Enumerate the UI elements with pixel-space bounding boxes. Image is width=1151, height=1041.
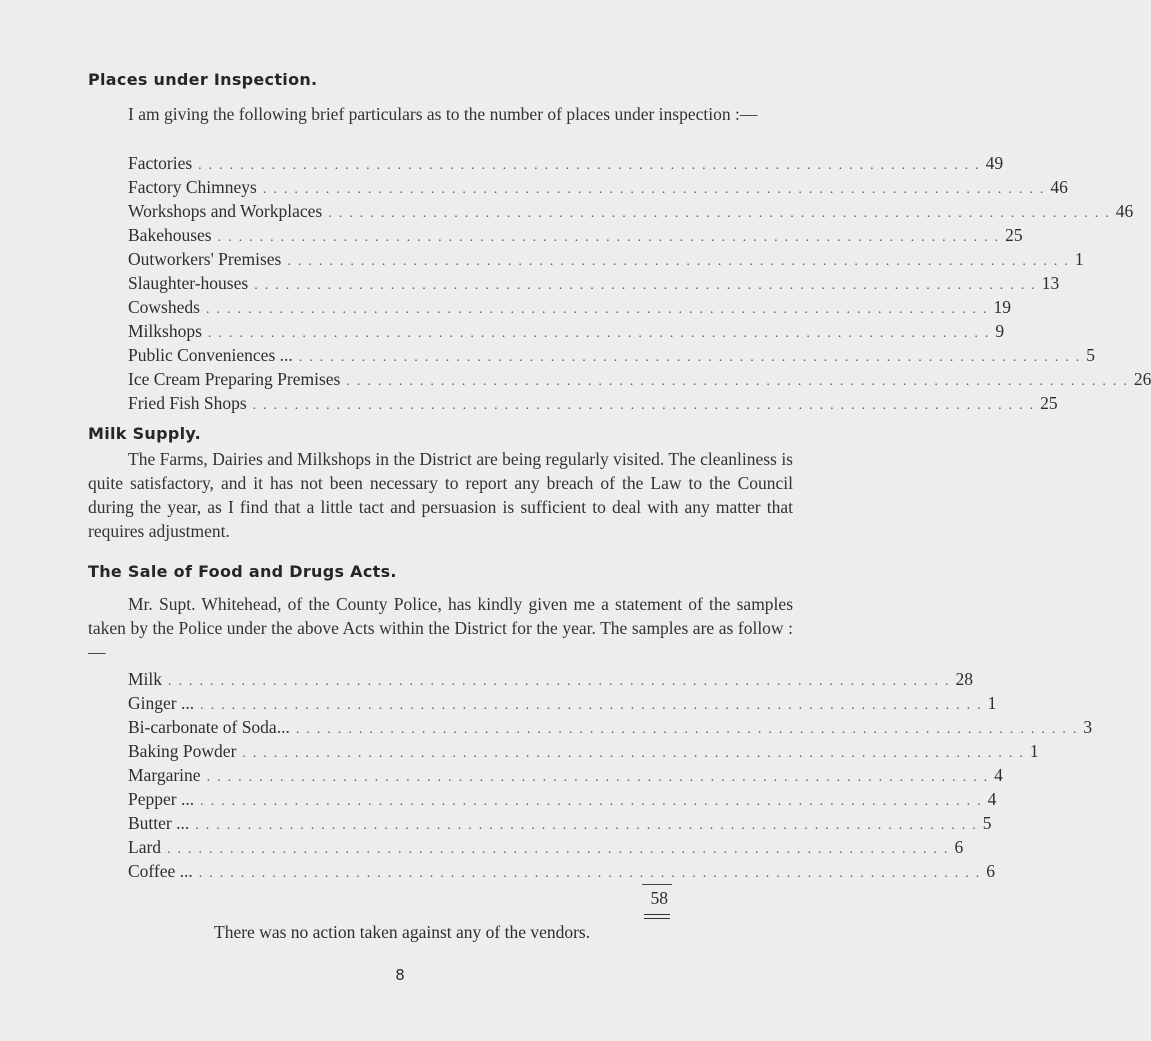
item-value: 9 — [995, 321, 1005, 341]
list-item: Factories ........................................................................... 49 — [128, 153, 1004, 173]
item-label: Margarine — [128, 763, 207, 787]
places-list — [128, 151, 1151, 415]
list-item: Baking Powder ........................................................................... 1 — [128, 741, 1039, 761]
item-label: Public Conveniences ... — [128, 343, 299, 367]
item-value: 25 — [1005, 225, 1023, 245]
food-paragraph: Mr. Supt. Whitehead, of the County Police, has kindly given me a statement of the samples taken by the Police under the above Acts within the District for the year. The samples are as follow :— — [88, 594, 793, 662]
list-item: Factory Chimneys ........................................................................... 46 — [128, 177, 1068, 197]
item-label: Milk — [128, 667, 168, 691]
item-label: Coffee ... — [128, 859, 199, 883]
list-item: Outworkers' Premises ........................................................................... 1 — [128, 249, 1084, 269]
item-label: Lard — [128, 835, 167, 859]
list-item: Margarine ........................................................................... 4 — [128, 765, 1003, 785]
item-value: 46 — [1050, 177, 1068, 197]
item-label: Pepper ... — [128, 787, 200, 811]
item-label: Bi-carbonate of Soda... — [128, 715, 296, 739]
list-item: Slaughter-houses ........................................................................... 13 — [128, 273, 1060, 293]
list-item: Milkshops ........................................................................... 9 — [128, 321, 1005, 341]
item-label: Factory Chimneys — [128, 175, 263, 199]
samples-total: 58 — [650, 888, 668, 908]
item-label: Baking Powder — [128, 739, 242, 763]
item-label: Milkshops — [128, 319, 208, 343]
item-label: Workshops and Workplaces — [128, 199, 328, 223]
item-label: Factories — [128, 151, 198, 175]
item-value: 28 — [955, 669, 974, 689]
samples-list — [128, 667, 1093, 883]
places-heading: Places under Inspection. — [88, 70, 318, 89]
item-label: Slaughter-houses — [128, 271, 254, 295]
item-value: 4 — [994, 765, 1003, 785]
item-value: 1 — [1074, 249, 1084, 269]
list-item: Workshops and Workplaces ........................................................................... 46 — [128, 201, 1134, 221]
list-item: Public Conveniences ... ........................................................................... 5 — [128, 345, 1096, 365]
list-item: Cowsheds ........................................................................... 19 — [128, 297, 1011, 317]
list-item: Fried Fish Shops ........................................................................... 25 — [128, 393, 1058, 413]
list-item: Bakehouses ........................................................................... 25 — [128, 225, 1023, 245]
item-label: Cowsheds — [128, 295, 206, 319]
list-item: Butter ... ........................................................................... 5 — [128, 813, 992, 833]
item-value: 6 — [954, 837, 964, 857]
item-value: 26 — [1133, 369, 1151, 389]
item-value: 4 — [987, 789, 997, 809]
item-value: 46 — [1115, 201, 1134, 221]
footnote: There was no action taken against any of the vendors. — [214, 922, 591, 942]
item-value: 19 — [993, 297, 1011, 317]
item-value: 1 — [987, 693, 997, 713]
list-item: Ice Cream Preparing Premises ........................................................................... 26 — [128, 369, 1151, 389]
item-value: 1 — [1029, 741, 1039, 761]
item-label: Outworkers' Premises — [128, 247, 287, 271]
item-label: Butter ... — [128, 811, 195, 835]
item-label: Ginger ... — [128, 691, 200, 715]
milk-paragraph: The Farms, Dairies and Milkshops in the District are being regularly visited. The cleanliness is quite satisfactory, and it has not been necessary to report any breach of the Law to the Council during the year, as I find that a little tact and persuasion is sufficient to deal with any matter that requires adjustment. — [88, 449, 793, 541]
item-label: Ice Cream Preparing Premises — [128, 367, 346, 391]
page-number: 8 — [395, 966, 405, 984]
list-item: Ginger ... ........................................................................... 1 — [128, 693, 997, 713]
item-value: 5 — [982, 813, 992, 833]
item-value: 6 — [986, 861, 996, 881]
places-intro: I am giving the following brief particulars as to the number of places under inspection :— — [128, 104, 758, 124]
milk-heading: Milk Supply. — [88, 424, 202, 443]
list-item: Bi-carbonate of Soda... ........................................................................... 3 — [128, 717, 1093, 737]
item-value: 13 — [1041, 273, 1060, 293]
total-rule — [642, 884, 672, 885]
list-item: Lard ........................................................................... 6 — [128, 837, 964, 857]
total-double-rule — [644, 914, 670, 919]
item-value: 49 — [985, 153, 1004, 173]
item-label: Bakehouses — [128, 223, 218, 247]
list-item: Pepper ... ........................................................................... 4 — [128, 789, 997, 809]
item-value: 5 — [1086, 345, 1096, 365]
food-heading: The Sale of Food and Drugs Acts. — [88, 562, 397, 581]
list-item: Coffee ... ........................................................................... 6 — [128, 861, 996, 881]
list-item: Milk ........................................................................... 28 — [128, 669, 974, 689]
item-label: Fried Fish Shops — [128, 391, 253, 415]
item-value: 3 — [1083, 717, 1093, 737]
item-value: 25 — [1040, 393, 1058, 413]
